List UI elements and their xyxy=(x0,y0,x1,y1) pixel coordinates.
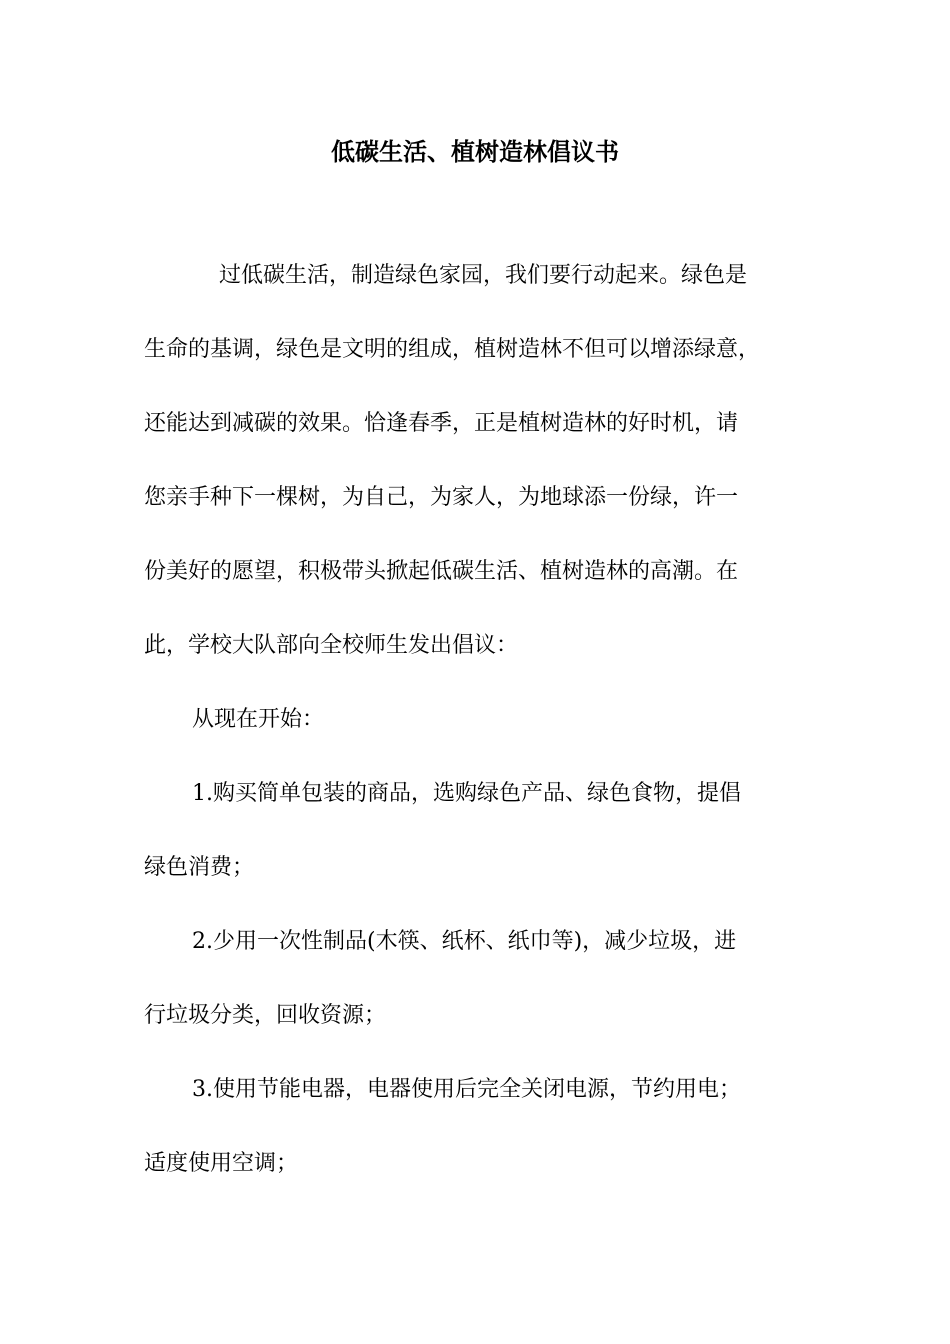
paragraph-line: 份美好的愿望，积极带头掀起低碳生活、植树造林的高潮。在 xyxy=(144,559,739,584)
document-title: 低碳生活、植树造林倡议书 xyxy=(331,137,619,166)
paragraph-line: 过低碳生活，制造绿色家园，我们要行动起来。绿色是 xyxy=(219,263,748,288)
document-body xyxy=(144,256,808,1218)
paragraph-line: 还能达到减碳的效果。恰逢春季，正是植树造林的好时机，请 xyxy=(144,411,739,436)
list-item-line: 绿色消费； xyxy=(144,855,255,880)
paragraph-line: 生命的基调，绿色是文明的组成，植树造林不但可以增添绿意， xyxy=(144,337,761,362)
list-item-line: 2.少用一次性制品(木筷、纸杯、纸巾等)，减少垃圾，进 xyxy=(192,929,737,954)
list-item-line: 适度使用空调； xyxy=(144,1151,299,1176)
list-item-line: 3.使用节能电器，电器使用后完全关闭电源，节约用电； xyxy=(192,1077,741,1102)
list-item-line: 行垃圾分类，回收资源； xyxy=(144,1003,387,1028)
paragraph-line: 此，学校大队部向全校师生发出倡议： xyxy=(144,633,519,658)
paragraph-line: 您亲手种下一棵树，为自己，为家人，为地球添一份绿，许一 xyxy=(144,485,739,510)
list-item-line: 1.购买简单包装的商品，选购绿色产品、绿色食物，提倡 xyxy=(192,781,741,806)
paragraph-line: 从现在开始： xyxy=(192,707,325,732)
